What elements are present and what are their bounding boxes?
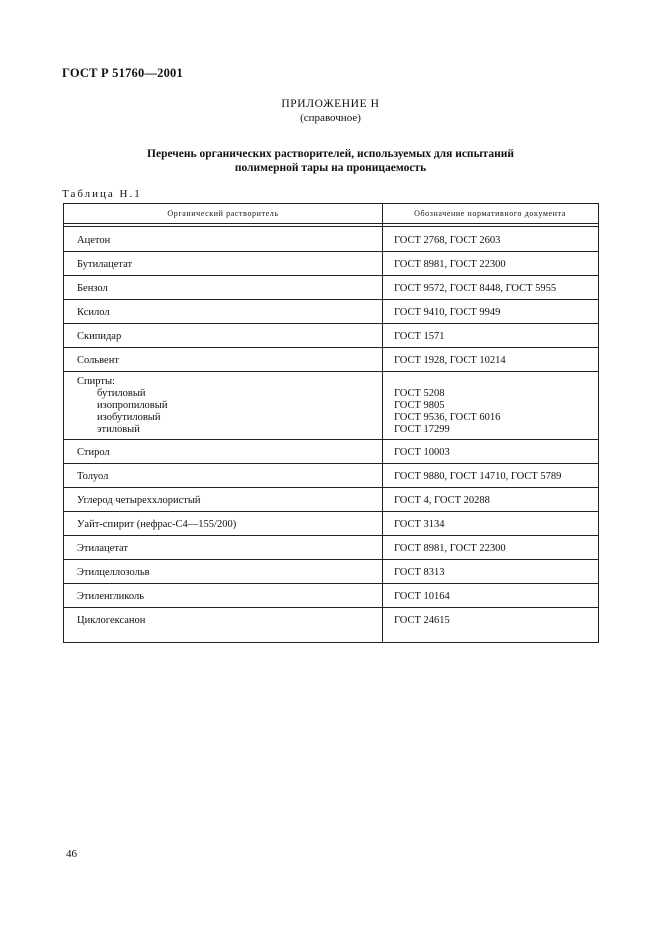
column-header-solvent: Органический растворитель bbox=[167, 209, 279, 218]
solvent-name: Бензол bbox=[77, 283, 108, 294]
document-code: ГОСТ Р 51760—2001 bbox=[62, 66, 183, 80]
table-heading-line-1: Перечень органических растворителей, используемых для испытаний bbox=[147, 148, 514, 160]
table-row bbox=[64, 439, 598, 463]
standard-designation: ГОСТ 9410, ГОСТ 9949 bbox=[394, 307, 501, 318]
table-row bbox=[64, 299, 598, 323]
solvent-subitem: этиловый bbox=[97, 424, 140, 435]
solvents-table bbox=[63, 203, 599, 643]
standard-designation: ГОСТ 2768, ГОСТ 2603 bbox=[394, 235, 501, 246]
solvent-name: Спирты: bbox=[77, 376, 115, 387]
appendix-subtitle: (справочное) bbox=[300, 112, 361, 124]
standard-designation: ГОСТ 10164 bbox=[394, 591, 450, 602]
solvent-name: Скипидар bbox=[77, 331, 122, 342]
table-row bbox=[64, 323, 598, 347]
solvent-subitem: изобутиловый bbox=[97, 412, 161, 423]
table-row bbox=[64, 535, 598, 559]
table-row bbox=[64, 227, 598, 251]
solvent-name: Уайт-спирит (нефрас-С4—155/200) bbox=[77, 519, 237, 530]
solvent-name: Этиленгликоль bbox=[77, 591, 144, 602]
appendix-title: ПРИЛОЖЕНИЕ Н bbox=[281, 98, 380, 110]
solvent-name: Этилацетат bbox=[77, 543, 129, 554]
solvent-name: Ацетон bbox=[77, 235, 111, 246]
table-heading-line-2: полимерной тары на проницаемость bbox=[234, 161, 427, 174]
standard-designation: ГОСТ 17299 bbox=[394, 424, 450, 435]
solvent-name: Бутилацетат bbox=[77, 259, 133, 270]
standard-designation: ГОСТ 4, ГОСТ 20288 bbox=[394, 495, 490, 506]
table-row bbox=[64, 559, 598, 583]
table-row bbox=[64, 607, 598, 631]
page-number: 46 bbox=[66, 848, 77, 860]
standard-designation: ГОСТ 1928, ГОСТ 10214 bbox=[394, 355, 506, 366]
table-row bbox=[64, 583, 598, 607]
table-row bbox=[64, 275, 598, 299]
solvent-subitem: бутиловый bbox=[97, 388, 146, 399]
standard-designation: ГОСТ 8981, ГОСТ 22300 bbox=[394, 543, 506, 554]
solvent-name: Стирол bbox=[77, 447, 110, 458]
standard-designation: ГОСТ 24615 bbox=[394, 615, 450, 626]
table-label: Таблица Н.1 bbox=[62, 188, 142, 200]
standard-designation: ГОСТ 9572, ГОСТ 8448, ГОСТ 5955 bbox=[394, 283, 557, 294]
standard-designation: ГОСТ 3134 bbox=[394, 519, 445, 530]
standard-designation: ГОСТ 1571 bbox=[394, 331, 445, 342]
solvent-name: Ксилол bbox=[77, 307, 110, 318]
solvent-subitem: изопропиловый bbox=[97, 400, 168, 411]
standard-designation: ГОСТ 5208 bbox=[394, 388, 445, 399]
standard-designation: ГОСТ 9880, ГОСТ 14710, ГОСТ 5789 bbox=[394, 471, 562, 482]
solvent-name: Этилцеллозольв bbox=[77, 567, 150, 578]
table-heading bbox=[0, 148, 661, 175]
solvent-name: Углерод четыреххлористый bbox=[77, 495, 201, 506]
standard-designation: ГОСТ 9536, ГОСТ 6016 bbox=[394, 412, 501, 423]
standard-designation: ГОСТ 8981, ГОСТ 22300 bbox=[394, 259, 506, 270]
column-header-standard: Обозначение нормативного документа bbox=[414, 209, 566, 218]
table-row bbox=[64, 463, 598, 487]
solvent-name: Сольвент bbox=[77, 355, 119, 366]
table-row bbox=[64, 371, 598, 439]
table-row bbox=[64, 347, 598, 371]
solvent-name: Толуол bbox=[77, 471, 109, 482]
table-row bbox=[64, 511, 598, 535]
standard-designation: ГОСТ 9805 bbox=[394, 400, 445, 411]
table-row bbox=[64, 251, 598, 275]
standard-designation: ГОСТ 8313 bbox=[394, 567, 445, 578]
table-row bbox=[64, 487, 598, 511]
solvent-name: Циклогексанон bbox=[77, 615, 146, 626]
standard-designation: ГОСТ 10003 bbox=[394, 447, 450, 458]
